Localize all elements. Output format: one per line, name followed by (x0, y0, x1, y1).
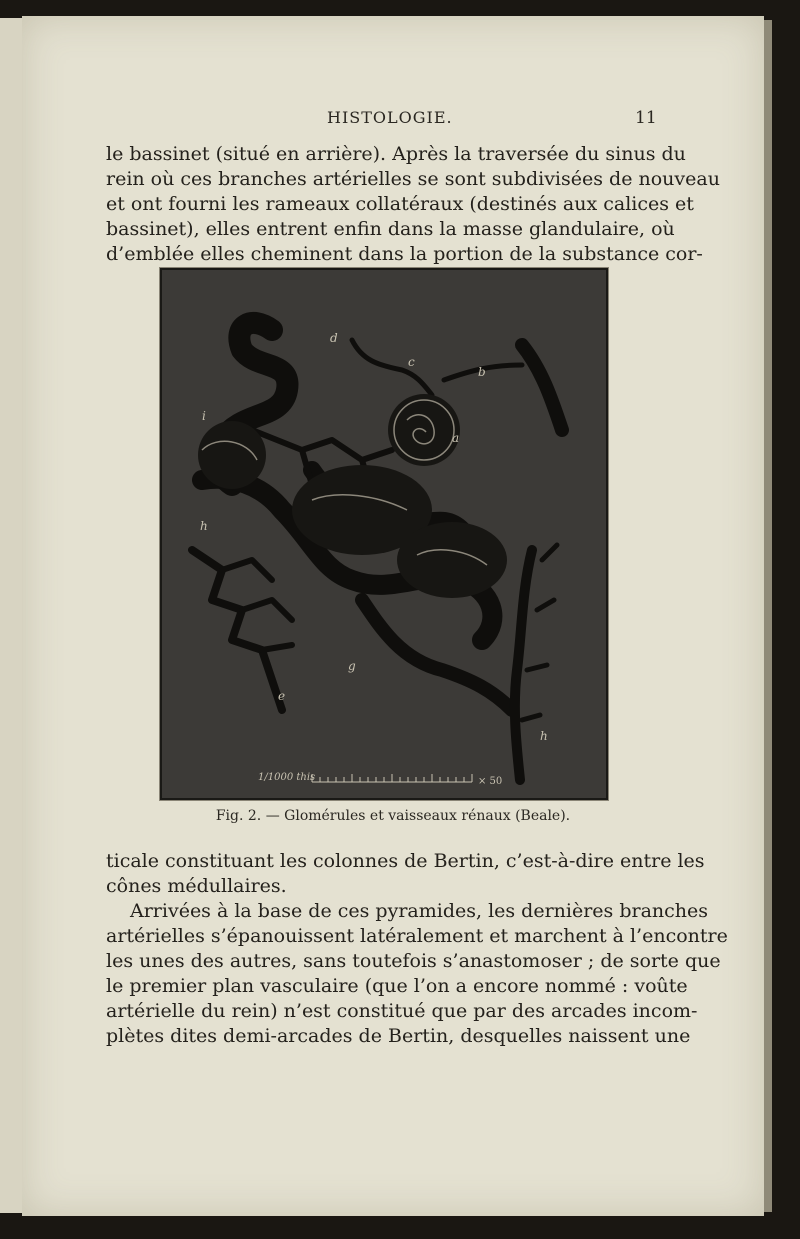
text-line: le bassinet (situé en arrière). Après la traversée du sinus du (106, 143, 686, 165)
paragraph-top (106, 142, 720, 267)
figure-letter: b (478, 365, 486, 379)
figure-letter: g (348, 659, 356, 673)
page-header (22, 108, 764, 132)
text-line: les unes des autres, sans toutefois s’anastomoser ; de sorte que (106, 950, 721, 972)
glomeruli-engraving (160, 268, 608, 800)
text-line: cônes médullaires. (106, 875, 287, 897)
figure-caption: Fig. 2. — Glomérules et vaisseaux rénaux (Beale). (215, 808, 571, 824)
figure-letter: e (278, 689, 286, 703)
text-line: et ont fourni les rameaux collatéraux (destinés aux calices et (106, 193, 694, 215)
text-line: Arrivées à la base de ces pyramides, les dernières branches (130, 900, 709, 922)
text-line: rein où ces branches artérielles se sont subdivisées de nouveau (106, 168, 720, 190)
scale-label: 1/1000 this (258, 772, 316, 783)
page-number: 11 (635, 108, 657, 128)
figure-letter: i (202, 409, 206, 423)
left-page-edge (0, 18, 24, 1213)
page-edge (764, 20, 772, 1212)
text-line: plètes dites demi-arcades de Bertin, desquelles naissent une (106, 1025, 691, 1047)
figure-letter: h (200, 519, 208, 533)
figure-letter: d (330, 331, 338, 345)
text-line: le premier plan vasculaire (que l’on a encore nommé : voûte (106, 975, 688, 997)
text-line: bassinet), elles entrent enfin dans la masse glandulaire, où (106, 218, 675, 240)
figure-letter: c (408, 355, 415, 369)
text-line: artérielles s’épanouissent latéralement et marchent à l’encontre (106, 925, 728, 947)
text-line: ticale constituant les colonnes de Bertin, c’est-à-dire entre les (106, 850, 705, 872)
figure-letter: h (540, 729, 548, 743)
text-line: artérielle du rein) n’est constitué que par des arcades incom- (106, 1000, 698, 1022)
figure-letter: a (452, 431, 460, 445)
paragraph-bottom (106, 899, 728, 1049)
text-line: d’emblée elles cheminent dans la portion de la substance cor- (106, 243, 703, 265)
book-page (22, 16, 764, 1216)
running-title: HISTOLOGIE. (327, 108, 453, 127)
magnification-label: × 50 (478, 776, 503, 787)
scale-bar (312, 774, 472, 782)
paragraph-mid (106, 849, 705, 899)
